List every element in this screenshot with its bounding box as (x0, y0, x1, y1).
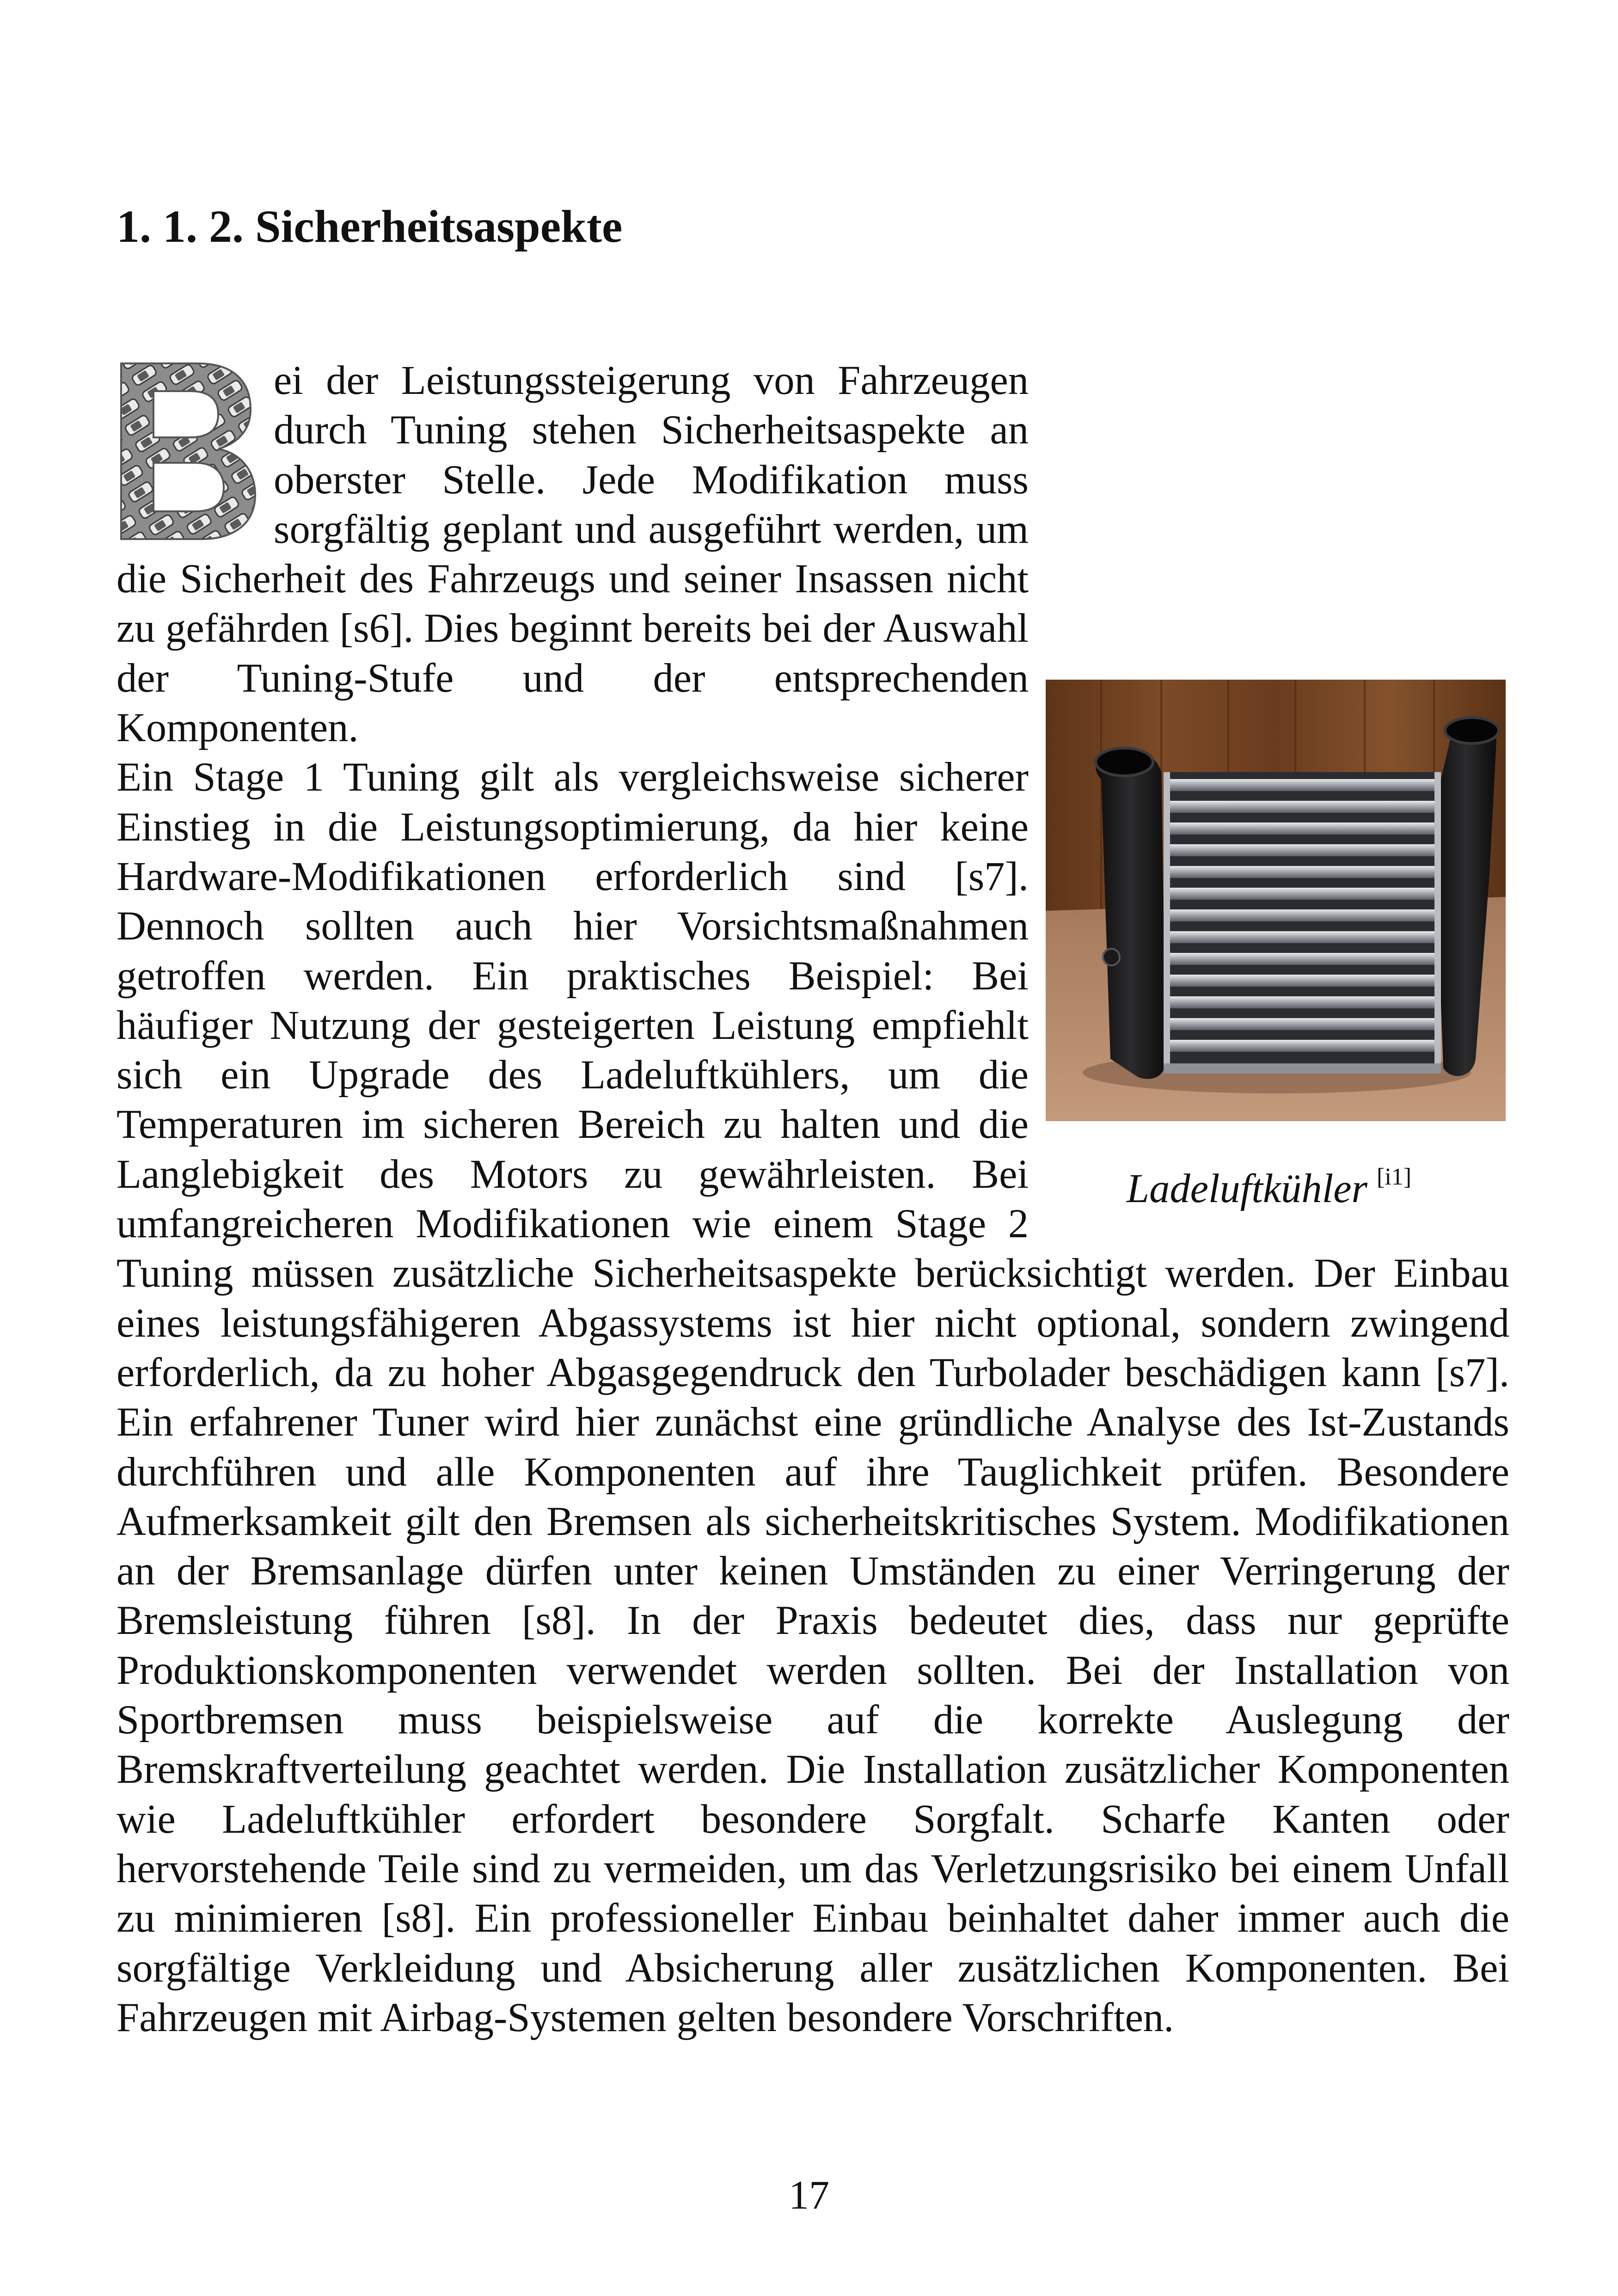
intercooler-image (1046, 680, 1506, 1121)
paragraph-2: Ein Stage 1 Tuning gilt als vergleichsweise sicherer Einstieg in die Leistungsoptimierung, da hier keine Hardware-Modifikationen erforderlich sind [s7]. Dennoch sollten auch hier Vorsichtsmaßnahmen getroffen werden. Ein praktisches Beispiel: Bei häufiger Nutzung der gesteigerten Leistung empfiehlt sich ein Upgrade des Ladeluftkühlers, um die Temperaturen im sicheren Bereich zu halten und die Langlebigkeit des Motors zu gewährleisten. Bei umfangreicheren Modifikationen wie einem Stage 2 Tuning müssen zusätzliche Sicherheitsaspekte berücksichtigt werden. Der Einbau eines leistungsfähigeren Abgassystems ist hier nicht optional, sondern zwingend erforderlich, da zu hoher Abgasgegendruck den Turbolader beschädigen kann [s7]. Ein erfahrener Tuner wird hier zunächst eine gründliche Analyse des Ist-Zustands durchführen und alle Komponenten auf ihre Tauglichkeit prüfen. Besondere Aufmerksamkeit gilt den Bremsen als sicherheitskritisches System. Modifikationen an der Bremsanlage dürfen unter keinen Umständen zu einer Verringerung der Bremsleistung führen [s8]. In der Praxis bedeutet dies, dass nur geprüfte Produktionskomponenten verwendet werden sollten. Bei der Installation von Sportbremsen muss beispielsweise auf die korrekte Auslegung der Bremskraftverteilung geachtet werden. Die Installation zusätzlicher Komponenten wie Ladeluftkühler erfordert besondere Sorgfalt. Scharfe Kanten oder hervorstehende Teile sind zu vermeiden, um das Verletzungsrisiko bei einem Unfall zu minimieren [s8]. Ein professioneller Einbau beinhaltet daher immer auch die sorgfältige Verkleidung und Absicherung aller zusätzlichen Komponenten. Bei Fahrzeugen mit Airbag-Systemen gelten besondere Vorschriften. (116, 755, 1509, 2040)
body-text (116, 356, 1509, 2043)
page-number: 17 (789, 2173, 829, 2218)
caption-text: Ladeluftkühler (1126, 1166, 1367, 1211)
intercooler-photo (1046, 680, 1506, 1121)
section-heading: 1. 1. 2. Sicherheitsaspekte (116, 201, 623, 252)
dropcap-image (116, 359, 260, 544)
paragraph-1: ei der Leistungssteigerung von Fahrzeugen durch Tuning stehen Sicherheitsaspekte an oberster Stelle. Jede Modifikation muss sorgfältig geplant und ausgeführt werden, um die Sicherheit des Fahrzeugs und seiner Insassen nicht zu gefährden [s6]. Dies beginnt bereits bei der Auswahl der Tuning-Stufe und der entsprechenden Komponenten. (116, 358, 1029, 751)
figure-intercooler (1029, 680, 1509, 1240)
caption-reference: [i1] (1377, 1164, 1412, 1190)
dropcap-letter (116, 359, 260, 544)
figure-caption (1029, 1165, 1509, 1209)
